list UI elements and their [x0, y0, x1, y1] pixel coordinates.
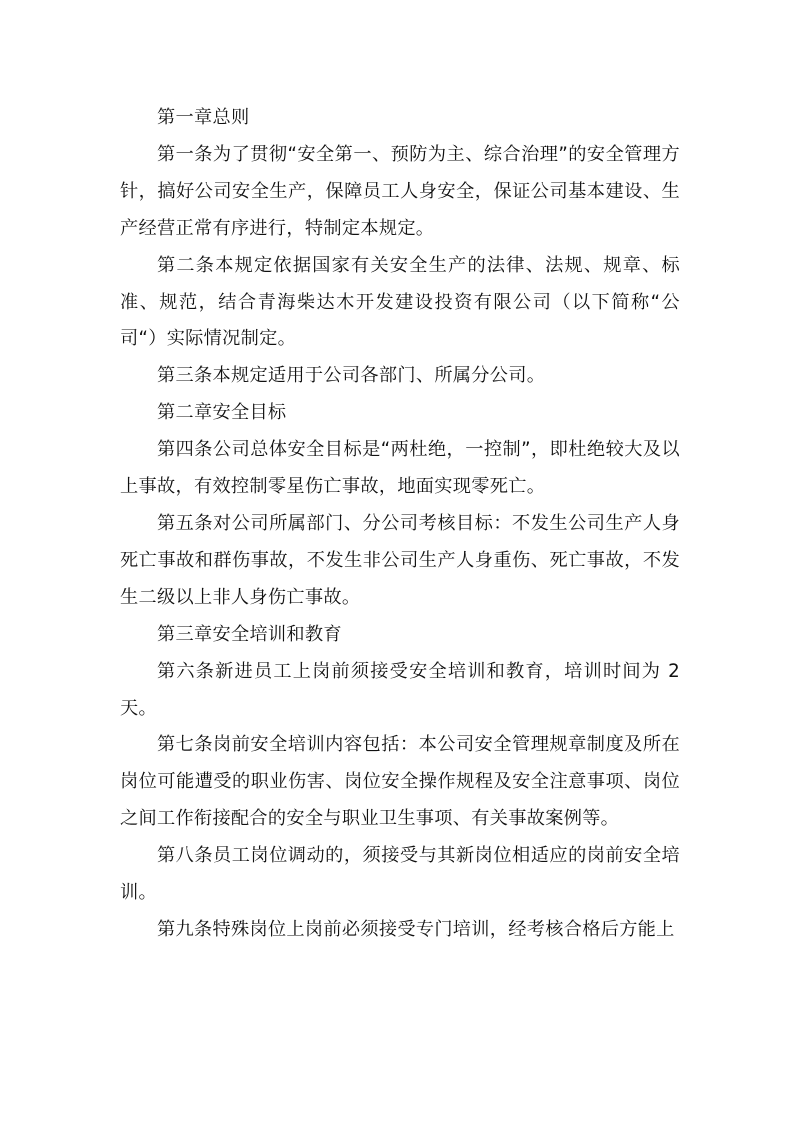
article-3: 第三条本规定适用于公司各部门、所属分公司。 [157, 365, 546, 387]
article-4: 第四条公司总体安全目标是“两杜绝，一控制”，即杜绝较大及以上事故，有效控制零星伤亡事故，地面实现零死亡。 [120, 439, 680, 498]
document-body [120, 100, 680, 949]
article-2: 第二条本规定依据国家有关安全生产的法律、法规、规章、标准、规范，结合青海柴达木开发建设投资有限公司（以下简称“公司“）实际情况制定。 [120, 254, 680, 350]
article-9: 第九条特殊岗位上岗前必须接受专门培训，经考核合格后方能上 [157, 918, 675, 940]
article-7: 第七条岗前安全培训内容包括：本公司安全管理规章制度及所在岗位可能遭受的职业伤害、岗位安全操作规程及安全注意事项、岗位之间工作衔接配合的安全与职业卫生事项、有关事故案例等。 [120, 734, 680, 830]
article-1: 第一条为了贯彻“安全第一、预防为主、综合治理”的安全管理方针，搞好公司安全生产，保障员工人身安全，保证公司基本建设、生产经营正常有序进行，特制定本规定。 [120, 143, 680, 239]
chapter-heading-1: 第一章总则 [157, 107, 250, 128]
article-6: 第六条新进员工上岗前须接受安全培训和教育，培训时间为 2 天。 [120, 660, 680, 719]
chapter-heading-2: 第二章安全目标 [157, 402, 287, 424]
chapter-heading-3: 第三章安全培训和教育 [157, 623, 342, 645]
article-5: 第五条对公司所属部门、分公司考核目标：不发生公司生产人身死亡事故和群伤事故，不发生非公司生产人身重伤、死亡事故，不发生二级以上非人身伤亡事故。 [120, 512, 680, 608]
article-8: 第八条员工岗位调动的，须接受与其新岗位相适应的岗前安全培训。 [120, 845, 680, 904]
